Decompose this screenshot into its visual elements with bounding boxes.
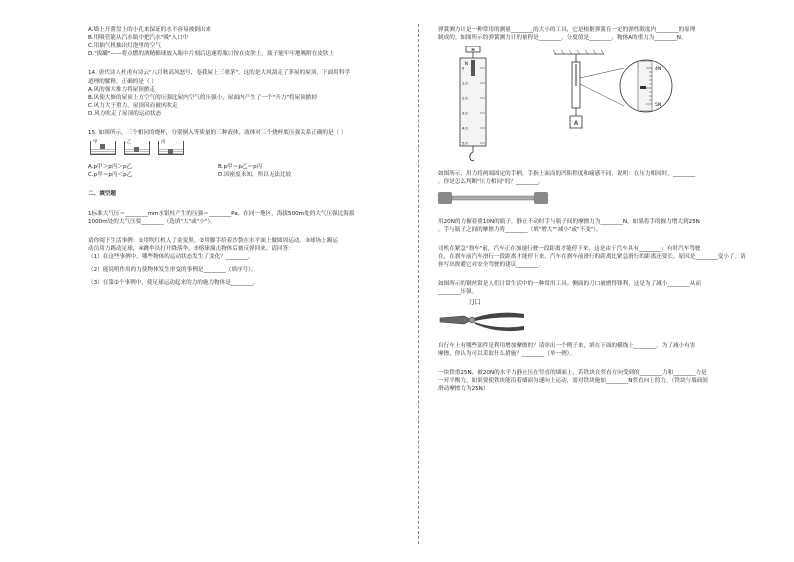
- q18-line-2: 制成的。如图所示的弹簧测力计的量程是________，分度值是________，物体A的重力为________N。: [438, 35, 687, 42]
- q14-stem-2: 道理的解释，正确的是（ ）: [88, 78, 157, 85]
- q17-line-1: 请你阅下生活事例：①用吹红机人了金变黑。②用脚手给着沙袋在水平面上做圆周运动。③球场上踢运: [88, 237, 338, 244]
- mag-label-4n: 4N: [655, 67, 662, 73]
- right-column: [438, 26, 758, 393]
- stick-pressing-figure: [438, 190, 548, 206]
- beaker-1: [90, 141, 116, 155]
- q18-line-1: 弹簧测力计是一种常用的测量________的大小的工具，它是根据弹簧在一定的弹性限度内________的原理: [438, 27, 696, 33]
- svg-text:⌘: ⌘: [471, 47, 475, 53]
- beaker-2-label: 乙: [127, 140, 132, 146]
- scale-tick-label: 2.0: [462, 96, 468, 101]
- q14-option-d: D.风力吹走了屋顶的运动状态: [88, 110, 162, 117]
- q14-option-c: C.风力大于重力，屋顶因而被风吹走: [88, 102, 178, 109]
- beaker-1-label: 甲: [93, 140, 98, 146]
- beaker-3-label: 丙: [161, 140, 166, 146]
- q24-line-3: 滑动摩擦力为25N）: [438, 386, 489, 393]
- q20-line-2: ，手与瓶子之间的摩擦力将________（填"增大""减小"或"不变"）。: [438, 226, 602, 233]
- q13-option-c: C.用抽气机抽出灯泡里的空气: [88, 43, 161, 50]
- q23-line-1: 自行车上有哪些部件是利用增加摩擦的？请举出一个例子来，填在下面的横线上________。为了减小有害: [438, 342, 696, 349]
- spring-scale-icon: [452, 46, 494, 164]
- object-a-label: A: [573, 120, 579, 128]
- q19-line-2: ，你是怎么判断"压力相同"的？________。: [438, 179, 544, 186]
- q13-option-d: D."拔罐"——将点燃的酒精棉球放入瓶中片刻后迅速将瓶口按在皮肤上，瓶子能牢牢地吸附在皮肤上: [88, 51, 335, 58]
- q24-line-1: 一块铁重25N，被20N的水平力静止压在竖直的墙面上，若铁块在竖直方向受到的________力和________力是: [438, 369, 707, 376]
- q23-line-2: 摩擦，你认为可以采取什么措施？________（举一例）。: [438, 350, 576, 357]
- scale-tick-label: 1.0: [462, 81, 468, 86]
- q15-options-row-2: [88, 171, 328, 179]
- q22-line-2: ________压强。: [438, 289, 478, 296]
- q22-line-1: 如图所示的钢丝钳是人们日常生活中的一种常用工具。侧面的刀口被磨得锋利，这是为了减小________从而: [438, 281, 701, 288]
- q21-line-3: 你写出规避它对安全驾驶的建议________。: [438, 261, 545, 268]
- scale-tick-label: 5.0: [462, 141, 468, 146]
- q14-stem-1: 14. 唐代诗人杜甫有诗云"八月秋高风怒号，卷我屋上三重茅"，这的是大风刮走了茅屋的屋顶，下面用科学: [88, 70, 350, 77]
- beaker-2: [124, 141, 150, 155]
- scale-tick-label: 3.0: [462, 111, 468, 116]
- q15-option-d: D.因密度未知，所以无法比较: [218, 172, 292, 179]
- q17-sub-1: （1）在这些事例中，哪些物体的运动状态发生了变化？________。: [88, 253, 254, 260]
- scale-tick-label: 4.0: [462, 126, 468, 131]
- pliers-figure: [438, 298, 758, 333]
- spring-scale-zoom-icon: [524, 46, 694, 156]
- scale-tick-label: 0: [462, 66, 465, 71]
- section-fill-in-title: 二、填空题: [88, 191, 116, 198]
- beakers-figure: [90, 141, 400, 155]
- q13-option-b: B.用吸管能从汽水瓶中把汽水"吸"入口中: [88, 35, 189, 42]
- q15-options-row-1: [88, 163, 328, 171]
- left-column: [88, 26, 400, 287]
- q15-option-a: A.p甲＞p丙＞p乙: [88, 164, 133, 171]
- q17-line-2: 动员用力踢动足球，④跳伞员打开降落伞，⑤熔球撞击物体后被反弹回来。请回答：: [88, 245, 294, 252]
- q15-option-b: B.p甲＝p乙＝p丙: [218, 164, 263, 171]
- q17-sub-2: （2）能说明作用的力使物体发生形变的事例是________（填序号）。: [88, 267, 257, 274]
- q21-line-2: 在，在刹车前汽车滑行一段距离才能停下来，汽车在刹车前滑行的距离比紧急滑行的距离还要长，原因是________变小了。请: [438, 253, 746, 260]
- q15-stem: 15. 如图所示，三个相同的烧杯，分别倒入等质量的三种液体，液体对三个烧杯底压强关系正确的是（ ）: [88, 130, 347, 137]
- beaker-3: [158, 141, 184, 155]
- q20-line-1: 用20N的力握着重10N的瓶子，静止不动时手与瓶子间的摩擦力为________N。如果将手的握力增大到25N: [438, 218, 700, 225]
- q21-line-1: 司机在紧急"刹车"前，汽车正在加速行驶一段距离才能停下来，这是由于汽车具有________；有时汽车驾驶: [438, 245, 701, 252]
- q13-option-a: A.墙上开凿盘上的小孔来保证的水不容易被倒出来: [88, 27, 211, 33]
- spring-scale-figure: [452, 46, 758, 164]
- q14-option-a: A.风的强大推力将屋顶掀走: [88, 86, 156, 93]
- q16-line-2: 1000m处的大气压要________（选填"大"或"小"）。: [88, 218, 216, 225]
- pliers-icon: [438, 308, 528, 334]
- q15-option-c: C.p甲＝p丙＜p乙: [88, 172, 133, 179]
- blade-label: 刀口: [468, 298, 481, 307]
- q14-option-b: B.风使大修的屋顶上方空气的压强比屋内空气的压强小，屋面内产生了一个"升力"将屋顶掀掉: [88, 94, 317, 101]
- unit-label: N: [465, 61, 468, 67]
- q16-line-1: 1标准大气压＝________mm水银柱产生的压强＝________Pa。在同一地区，海拔500m处的大气压强比海拔: [88, 210, 355, 217]
- mag-label-5n: 5N: [655, 103, 662, 109]
- q19-line-1: 如图所示，用力将两端固定的手柄，手指上面而的凹陷程度和痛感不同，说明：在压力相同时，________: [438, 171, 696, 178]
- column-divider: [418, 24, 419, 544]
- q17-sub-3: （3）在第②个事例中，使足球运动起来的力的施力物体是________。: [88, 280, 259, 287]
- q24-line-2: 一对平衡力，如果要使铁块能沿着墙面匀速向上运动，需对铁块施加________N竖直向上的力。（铁块与墙面间: [438, 378, 708, 385]
